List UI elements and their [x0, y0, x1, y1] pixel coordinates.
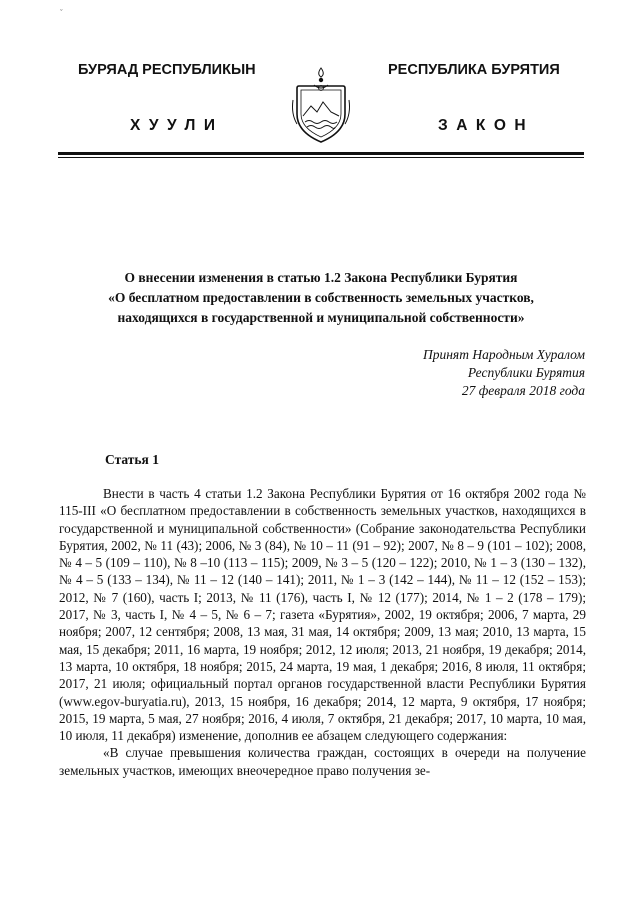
- adoption-note: [423, 346, 585, 400]
- header-right-title: РЕСПУБЛИКА БУРЯТИЯ: [388, 62, 560, 78]
- article-heading: Статья 1: [105, 452, 159, 467]
- article-paragraph-1: Внести в часть 4 статьи 1.2 Закона Республики Бурятия от 16 октября 2002 года № 115-III «О бесплатном предоставлении в собственность земельных участков, находящихся в государственной и муниципальной собственности» (Собрание законодательства Республики Бурятия, 2002, № 11 (43); 2006, № 3 (84), № 10 – 11 (91 – 92); 2007, № 8 – 9 (101 – 102); 2008, № 4 – 5 (109 – 110), № 8 –10 (113 – 115); 2009, № 3 – 5 (120 – 122); 2010, № 1 – 3 (130 – 132), № 4 – 5 (133 – 134), № 11 – 12 (140 – 141); 2011, № 1 – 3 (142 – 144), № 11 – 12 (152 – 153); 2012, № 7 (160), часть I; 2013, № 11 (176), часть I, № 12 (177); 2014, № 1 – 2 (178 – 179); 2017, № 3, часть I, № 4 – 5, № 6 – 7; газета «Бурятия», 2002, 19 октября; 2006, 7 марта, 29 ноября; 2007, 12 сентября; 2008, 13 мая, 31 мая, 14 октября; 2009, 13 мая; 2010, 13 марта, 15 мая, 15 декабря; 2011, 16 марта, 19 ноября; 2012, 12 июля; 2013, 21 ноября, 19 декабря; 2014, 13 марта, 10 октября, 18 ноября; 2015, 24 марта, 19 мая, 1 декабря; 2016, 8 июля, 11 октября; 2017, 21 июля; официальный портал органов государственной власти Республики Бурятия (www.egov-buryatia.ru), 2013, 15 ноября, 16 декабря; 2014, 12 марта, 9 октября, 17 ноября; 2015, 19 марта, 5 мая, 27 ноября; 2016, 4 июля, 7 октября, 21 декабря; 2017, 10 марта, 10 мая, 10 июля, 11 декабря) изменение, дополнив ее абзацем следующего содержания:: [59, 486, 586, 744]
- law-title-line-1: О внесении изменения в статью 1.2 Закона Республики Бурятия: [124, 270, 518, 285]
- scan-mark: ˇ: [60, 8, 63, 17]
- article-body: [59, 485, 586, 779]
- header-divider-thin: [58, 157, 584, 158]
- header-left-title: БУРЯАД РЕСПУБЛИКЫН: [78, 62, 256, 78]
- adoption-line-1: Принят Народным Хуралом: [422, 347, 585, 362]
- header-divider-thick: [58, 152, 584, 155]
- law-title-line-3: находящихся в государственной и муниципальной собственности»: [117, 310, 525, 325]
- header-left-subtitle: ХУУЛИ: [130, 117, 224, 134]
- header-right-subtitle: ЗАКОН: [438, 117, 535, 134]
- adoption-date: 27 февраля 2018 года: [461, 383, 585, 398]
- law-title-line-2: «О бесплатном предоставлении в собственность земельных участков,: [108, 290, 534, 305]
- adoption-line-2: Республики Бурятия: [467, 365, 585, 380]
- article-paragraph-2: «В случае превышения количества граждан, состоящих в очереди на получение земельных участков, имеющих внеочередное право получения зе-: [59, 745, 586, 778]
- coat-of-arms-icon: [289, 66, 353, 144]
- law-title: [60, 268, 582, 328]
